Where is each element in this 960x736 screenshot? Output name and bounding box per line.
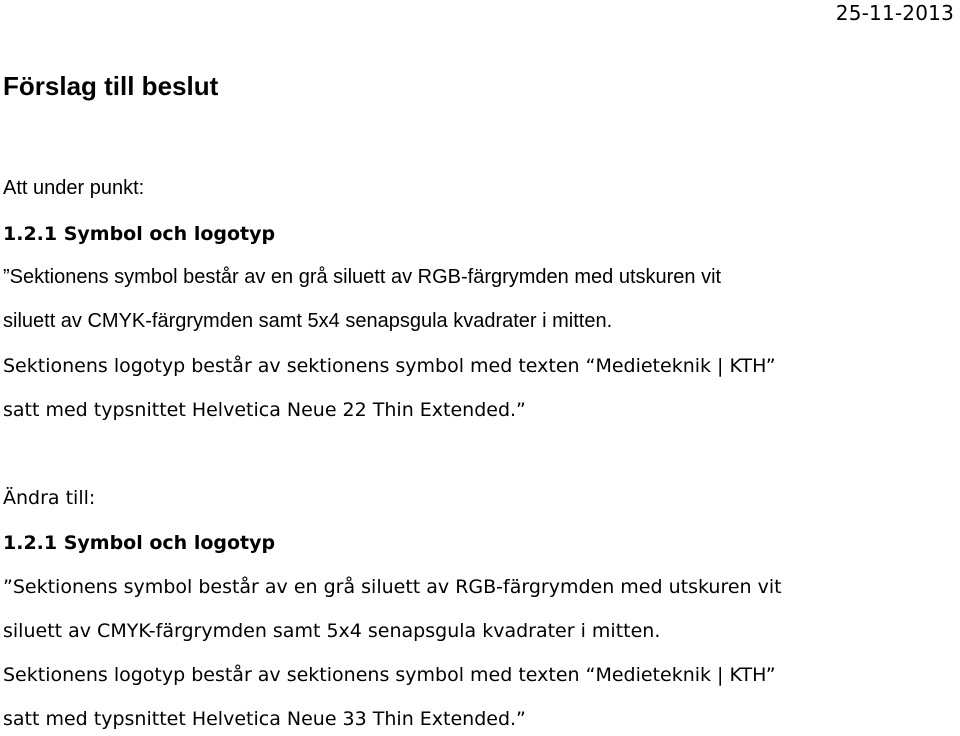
change-line-4: satt med typsnittet Helvetica Neue 33 Thin Extended.”: [3, 708, 526, 730]
original-intro: Att under punkt:: [3, 177, 145, 199]
change-line-2: siluett av CMYK-färgrymden samt 5x4 senapsgula kvadrater i mitten.: [3, 620, 661, 642]
original-heading: 1.2.1 Symbol och logotyp: [3, 223, 276, 245]
original-line-2: siluett av CMYK-färgrymden samt 5x4 senapsgula kvadrater i mitten.: [3, 310, 613, 332]
change-intro: Ändra till:: [3, 487, 96, 509]
change-line-3: Sektionens logotyp består av sektionens symbol med texten “Medieteknik | KTH”: [3, 664, 776, 686]
page-title: Förslag till beslut: [3, 71, 219, 101]
change-line-1: ”Sektionens symbol består av en grå siluett av RGB-färgrymden med utskuren vit: [3, 576, 782, 598]
document-date: 25-11-2013: [835, 1, 954, 25]
original-line-1: ”Sektionens symbol består av en grå siluett av RGB-färgrymden med utskuren vit: [3, 266, 722, 288]
original-line-4: satt med typsnittet Helvetica Neue 22 Thin Extended.”: [3, 399, 526, 421]
change-heading: 1.2.1 Symbol och logotyp: [3, 532, 276, 554]
original-line-3: Sektionens logotyp består av sektionens symbol med texten “Medieteknik | KTH”: [3, 355, 776, 377]
